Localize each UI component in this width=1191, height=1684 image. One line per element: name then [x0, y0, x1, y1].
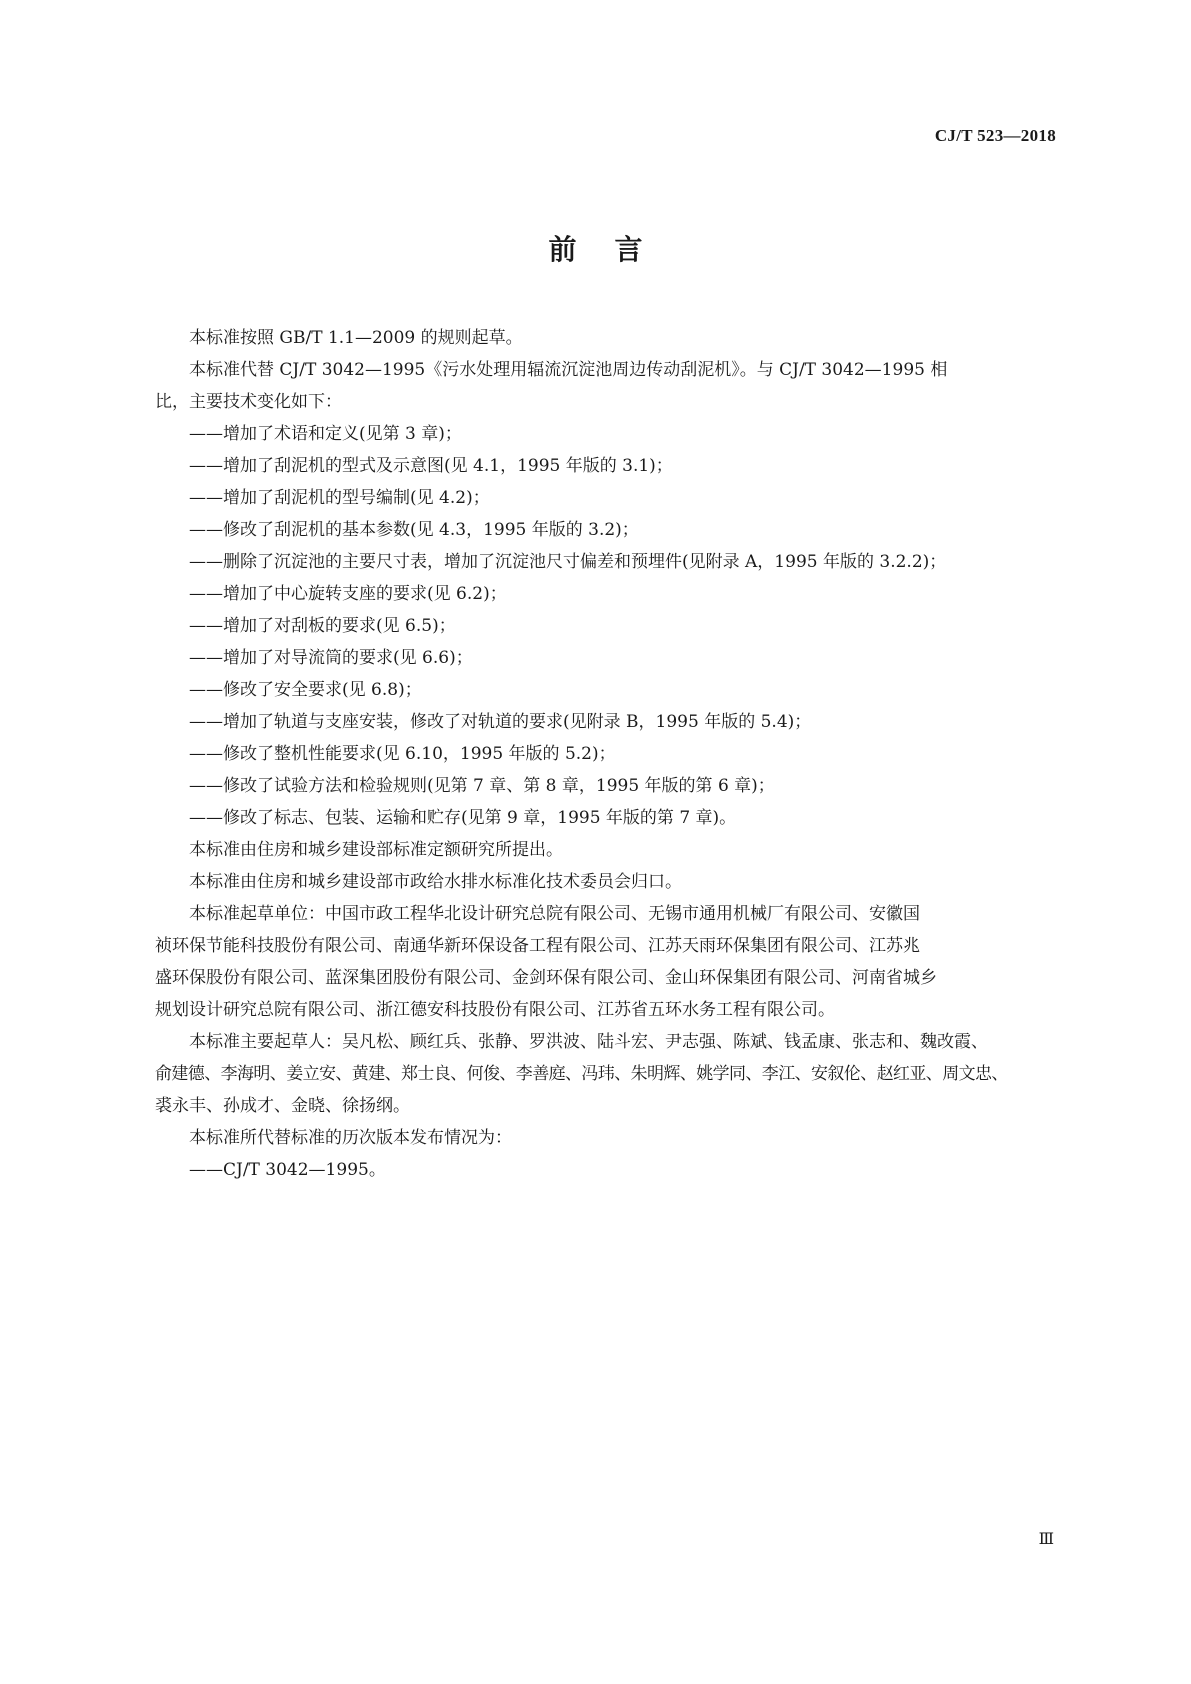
drafting-units-line: 规划设计研究总院有限公司、浙江德安科技股份有限公司、江苏省五环水务工程有限公司。 [155, 1000, 835, 1020]
history-intro: 本标准所代替标准的历次版本发布情况为： [189, 1128, 512, 1148]
list-item: ——增加了对刮板的要求(见 6.5)； [189, 616, 456, 636]
list-item: ——CJ/T 3042—1995。 [189, 1160, 386, 1180]
list-item: ——增加了术语和定义(见第 3 章)； [189, 424, 462, 444]
drafting-rule-paragraph: 本标准按照 GB/T 1.1—2009 的规则起草。 [189, 328, 523, 348]
list-item: ——修改了刮泥机的基本参数(见 4.3，1995 年版的 3.2)； [189, 520, 639, 540]
replaces-paragraph-line: 比，主要技术变化如下： [155, 392, 342, 412]
drafting-units-line: 祯环保节能科技股份有限公司、南通华新环保设备工程有限公司、江苏天雨环保集团有限公司、江苏兆 [155, 936, 920, 956]
drafters-line: 本标准主要起草人：吴凡松、顾红兵、张静、罗洪波、陆斗宏、尹志强、陈斌、钱孟康、张志和、魏改霞、 [189, 1032, 988, 1052]
foreword-body [155, 322, 1055, 1186]
list-item: ——修改了标志、包装、运输和贮存(见第 9 章，1995 年版的第 7 章)。 [189, 808, 737, 828]
list-item: ——增加了刮泥机的型式及示意图(见 4.1，1995 年版的 3.1)； [189, 456, 673, 476]
drafting-units-line: 盛环保股份有限公司、蓝深集团股份有限公司、金剑环保有限公司、金山环保集团有限公司、河南省城乡 [155, 968, 937, 988]
list-item: ——修改了安全要求(见 6.8)； [189, 680, 422, 700]
page-title: 前言 [548, 233, 681, 266]
standard-code: CJ/T 523—2018 [934, 126, 1056, 145]
list-item: ——修改了整机性能要求(见 6.10，1995 年版的 5.2)； [189, 744, 616, 764]
drafters-line: 裘永丰、孙成才、金晓、徐扬纲。 [155, 1096, 410, 1116]
list-item: ——增加了对导流筒的要求(见 6.6)； [189, 648, 473, 668]
proposed-by-paragraph: 本标准由住房和城乡建设部标准定额研究所提出。 [189, 840, 563, 860]
replaces-paragraph-line: 本标准代替 CJ/T 3042—1995《污水处理用辐流沉淀池周边传动刮泥机》。与 CJ/T 3042—1995 相 [189, 360, 948, 380]
drafting-units-line: 本标准起草单位：中国市政工程华北设计研究总院有限公司、无锡市通用机械厂有限公司、安徽国 [189, 904, 920, 924]
changes-list [155, 418, 1055, 834]
list-item: ——增加了中心旋转支座的要求(见 6.2)； [189, 584, 507, 604]
history-list [155, 1154, 1055, 1186]
list-item: ——删除了沉淀池的主要尺寸表，增加了沉淀池尺寸偏差和预埋件(见附录 A，1995 年版的 3.2.2)； [189, 552, 947, 572]
page-number: Ⅲ [1038, 1531, 1054, 1548]
drafters-line: 俞建德、李海明、姜立安、黄建、郑士良、何俊、李善庭、冯玮、朱明辉、姚学同、李江、安叙伦、赵红亚、周文忠、 [155, 1064, 1008, 1084]
responsible-by-paragraph: 本标准由住房和城乡建设部市政给水排水标准化技术委员会归口。 [189, 872, 682, 892]
list-item: ——修改了试验方法和检验规则(见第 7 章、第 8 章，1995 年版的第 6 章)； [189, 776, 775, 796]
list-item: ——增加了刮泥机的型号编制(见 4.2)； [189, 488, 490, 508]
list-item: ——增加了轨道与支座安装，修改了对轨道的要求(见附录 B，1995 年版的 5.4)； [189, 712, 812, 732]
